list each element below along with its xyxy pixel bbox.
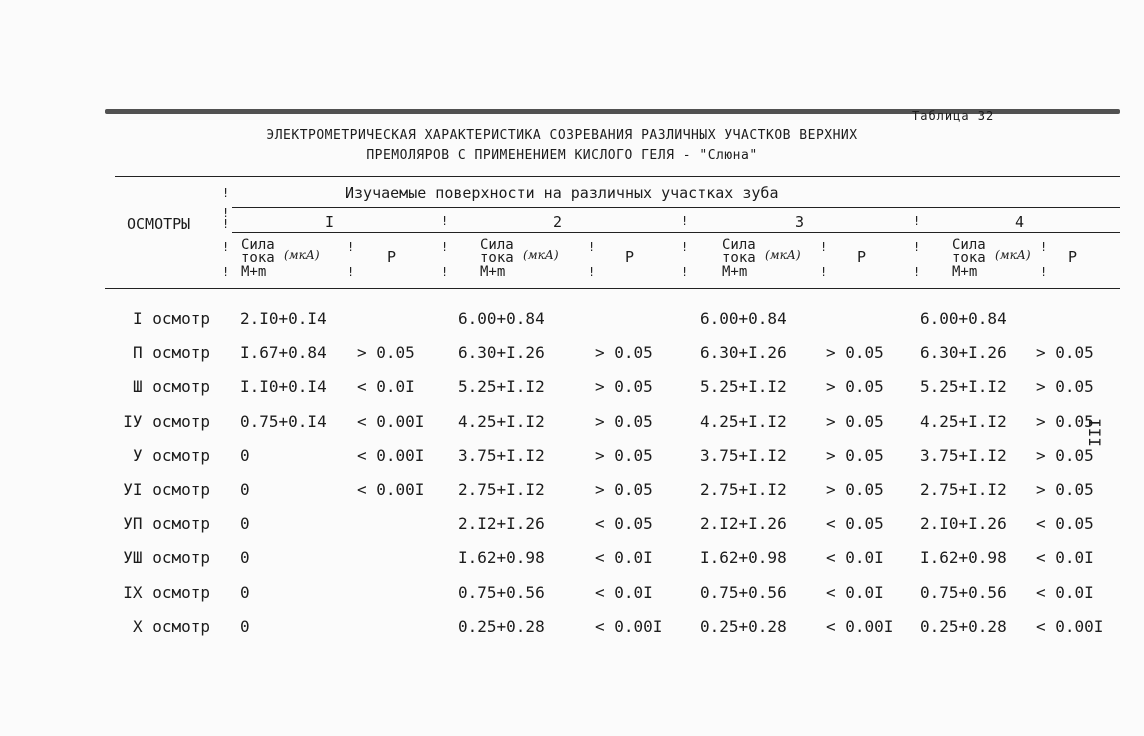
unit-label-3: (мкА) <box>765 248 801 262</box>
p-value-cell: > 0.05 <box>357 343 415 363</box>
zone-header-3: 3 <box>795 213 805 231</box>
column-separator-mark: ! <box>913 214 921 228</box>
p-value-cell: < 0.05 <box>1036 514 1094 534</box>
current-value-cell: 5.25+I.I2 <box>700 377 787 397</box>
zone-header-1: I <box>325 213 335 231</box>
p-value-cell: < 0.0I <box>595 548 653 568</box>
unit-label-4: (мкА) <box>995 248 1031 262</box>
p-value-cell: > 0.05 <box>595 377 653 397</box>
zone-header-4: 4 <box>1015 213 1025 231</box>
exam-label: Ш осмотр <box>132 377 210 397</box>
p-value-cell: < 0.00I <box>357 411 425 431</box>
column-separator-mark: ! <box>1040 240 1048 254</box>
current-value-cell: 2.75+I.I2 <box>700 480 787 499</box>
p-value-cell: > 0.05 <box>826 445 884 465</box>
p-value-cell: < 0.00I <box>357 480 425 499</box>
p-value-cell: < 0.05 <box>595 514 653 534</box>
toka-label-3: тока <box>722 250 756 266</box>
current-value-cell: 0.75+0.56 <box>700 582 787 602</box>
p-value-cell: < 0.0I <box>595 582 653 602</box>
current-value-cell: 0.75+0.56 <box>458 582 545 602</box>
exam-label: УШ осмотр <box>123 548 210 568</box>
current-value-cell: 2.75+I.I2 <box>458 480 545 499</box>
table-title-line2: ПРЕМОЛЯРОВ С ПРИМЕНЕНИЕМ КИСЛОГО ГЕЛЯ - "Слюна" <box>366 148 758 163</box>
exam-label: У осмотр <box>132 445 210 465</box>
current-value-cell: 0.75+0.56 <box>920 582 1007 602</box>
current-value-cell: 0 <box>240 548 250 568</box>
current-value-cell: 5.25+I.I2 <box>920 377 1007 397</box>
column-separator-mark: ! <box>681 240 689 254</box>
zones-rule <box>232 207 1120 208</box>
exam-label: УП осмотр <box>123 514 210 534</box>
current-value-cell: 4.25+I.I2 <box>700 411 787 431</box>
sila-label-4: Сила <box>952 237 986 253</box>
p-header-1: P <box>387 248 397 266</box>
current-value-cell: 6.30+I.26 <box>700 343 787 363</box>
current-value-cell: 2.I0+0.I4 <box>240 309 327 328</box>
toka-label-1: тока <box>241 250 275 266</box>
table-top-rule <box>115 176 1120 177</box>
current-value-cell: 2.I2+I.26 <box>458 514 545 534</box>
column-separator-mark: ! <box>681 214 689 228</box>
p-value-cell: < 0.00I <box>1036 616 1104 636</box>
toka-label-2: тока <box>480 250 514 266</box>
current-value-cell: 6.30+I.26 <box>920 343 1007 363</box>
p-value-cell: < 0.00I <box>595 616 663 636</box>
current-value-cell: 0 <box>240 582 250 602</box>
exams-header: ОСМОТРЫ <box>127 215 191 233</box>
column-separator-mark: ! <box>913 240 921 254</box>
column-separator-mark: ! <box>588 240 596 254</box>
sila-label-2: Сила <box>480 237 514 253</box>
mean-label-2: M+m <box>480 264 506 280</box>
p-value-cell: < 0.00I <box>357 445 425 465</box>
column-separator-mark: ! <box>347 240 355 254</box>
p-value-cell: < 0.00I <box>826 616 894 636</box>
current-value-cell: 6.00+0.84 <box>920 309 1007 328</box>
column-separator-mark: ! <box>820 265 828 279</box>
p-value-cell: > 0.05 <box>826 343 884 363</box>
current-value-cell: I.I0+0.I4 <box>240 377 327 397</box>
page-number: III <box>1085 418 1104 447</box>
exam-label: IX осмотр <box>123 582 210 602</box>
column-separator-mark: ! <box>347 265 355 279</box>
current-value-cell: 0 <box>240 514 250 534</box>
current-value-cell: 0 <box>240 445 250 465</box>
p-value-cell: > 0.05 <box>1036 411 1094 431</box>
exam-label: I осмотр <box>132 309 210 328</box>
p-value-cell: < 0.0I <box>1036 548 1094 568</box>
current-value-cell: 3.75+I.I2 <box>700 445 787 465</box>
current-value-cell: 2.75+I.I2 <box>920 480 1007 499</box>
p-value-cell: > 0.05 <box>595 480 653 499</box>
column-separator-mark: ! <box>222 217 230 231</box>
current-value-cell: 0 <box>240 616 250 636</box>
column-separator-mark: ! <box>1040 265 1048 279</box>
current-value-cell: 3.75+I.I2 <box>458 445 545 465</box>
current-value-cell: 4.25+I.I2 <box>458 411 545 431</box>
p-value-cell: > 0.05 <box>595 343 653 363</box>
p-header-2: P <box>625 248 635 266</box>
column-separator-mark: ! <box>441 240 449 254</box>
current-value-cell: 0.25+0.28 <box>920 616 1007 636</box>
p-value-cell: > 0.05 <box>826 377 884 397</box>
column-separator-mark: ! <box>222 265 230 279</box>
current-value-cell: 6.30+I.26 <box>458 343 545 363</box>
exam-label: IУ осмотр <box>123 411 210 431</box>
column-separator-mark: ! <box>222 206 230 220</box>
p-value-cell: < 0.05 <box>826 514 884 534</box>
column-separator-mark: ! <box>681 265 689 279</box>
mean-label-1: M+m <box>241 264 267 280</box>
p-value-cell: > 0.05 <box>1036 343 1094 363</box>
current-value-cell: I.62+0.98 <box>920 548 1007 568</box>
mean-label-4: M+m <box>952 264 978 280</box>
toka-label-4: тока <box>952 250 986 266</box>
header-bottom-rule <box>105 288 1120 289</box>
mean-label-3: M+m <box>722 264 748 280</box>
p-value-cell: > 0.05 <box>1036 445 1094 465</box>
current-value-cell: 2.I0+I.26 <box>920 514 1007 534</box>
zone-header-2: 2 <box>553 213 563 231</box>
current-value-cell: 0 <box>240 480 250 499</box>
current-value-cell: 5.25+I.I2 <box>458 377 545 397</box>
surfaces-header: Изучаемые поверхности на различных участках зуба <box>345 184 779 202</box>
current-value-cell: 6.00+0.84 <box>700 309 787 328</box>
current-value-cell: 4.25+I.I2 <box>920 411 1007 431</box>
p-value-cell: > 0.05 <box>595 445 653 465</box>
p-value-cell: < 0.0I <box>1036 582 1094 602</box>
p-value-cell: < 0.0I <box>826 582 884 602</box>
current-value-cell: I.67+0.84 <box>240 343 327 363</box>
exam-label: П осмотр <box>132 343 210 363</box>
current-value-cell: 0.25+0.28 <box>458 616 545 636</box>
exam-label: УI осмотр <box>123 480 210 499</box>
subheader-rule <box>232 232 1120 233</box>
p-header-4: P <box>1068 248 1078 266</box>
current-value-cell: 0.75+0.I4 <box>240 411 327 431</box>
exam-label: X осмотр <box>132 616 210 636</box>
p-value-cell: < 0.0I <box>826 548 884 568</box>
table-label: Таблица 32 <box>912 109 995 123</box>
column-separator-mark: ! <box>588 265 596 279</box>
p-value-cell: > 0.05 <box>1036 377 1094 397</box>
column-separator-mark: ! <box>441 265 449 279</box>
current-value-cell: 6.00+0.84 <box>458 309 545 328</box>
column-separator-mark: ! <box>913 265 921 279</box>
unit-label-2: (мкА) <box>523 248 559 262</box>
column-separator-mark: ! <box>441 214 449 228</box>
p-header-3: P <box>857 248 867 266</box>
column-separator-mark: ! <box>820 240 828 254</box>
table-title-line1: ЭЛЕКТРОМЕТРИЧЕСКАЯ ХАРАКТЕРИСТИКА СОЗРЕВАНИЯ РАЗЛИЧНЫХ УЧАСТКОВ ВЕРХНИХ <box>266 128 858 143</box>
p-value-cell: > 0.05 <box>826 411 884 431</box>
sila-label-1: Сила <box>241 237 275 253</box>
p-value-cell: > 0.05 <box>595 411 653 431</box>
p-value-cell: < 0.0I <box>357 377 415 397</box>
current-value-cell: I.62+0.98 <box>458 548 545 568</box>
unit-label-1: (мкА) <box>284 248 320 262</box>
p-value-cell: > 0.05 <box>826 480 884 499</box>
current-value-cell: 2.I2+I.26 <box>700 514 787 534</box>
current-value-cell: I.62+0.98 <box>700 548 787 568</box>
p-value-cell: > 0.05 <box>1036 480 1094 499</box>
current-value-cell: 0.25+0.28 <box>700 616 787 636</box>
column-separator-mark: ! <box>222 240 230 254</box>
current-value-cell: 3.75+I.I2 <box>920 445 1007 465</box>
column-separator-mark: ! <box>222 186 230 200</box>
sila-label-3: Сила <box>722 237 756 253</box>
